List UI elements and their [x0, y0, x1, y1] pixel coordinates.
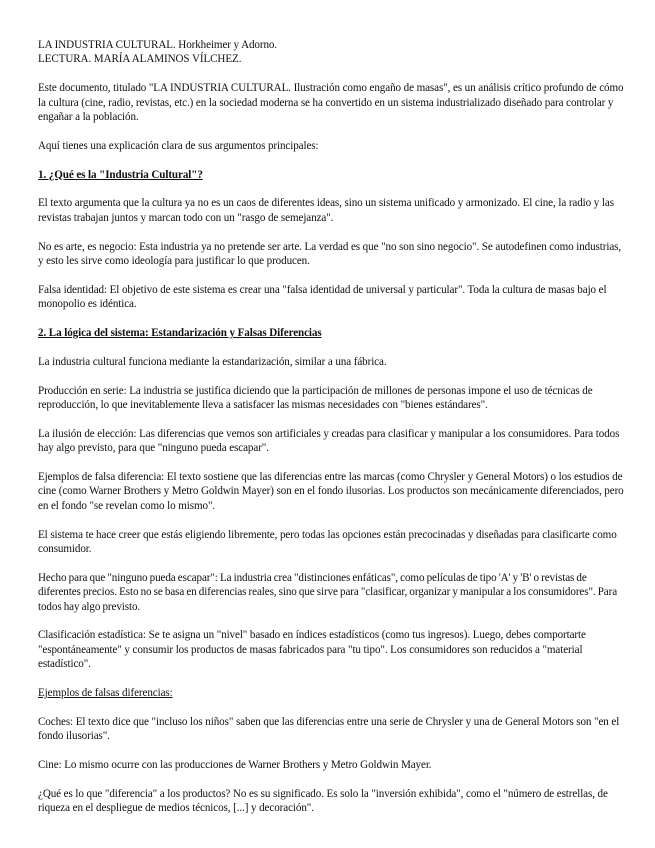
paragraph-statistical: Clasificación estadística: Se te asigna un "nivel" basado en índices estadísticos (como tus ingresos). Luego, debes comportarte "espontáneamente" y consumir los productos de masas fabricados para "tu tipo". Los consumidores son reducidos a "material estadístico". [38, 629, 586, 671]
paragraph-illusion-choice: La ilusión de elección: Las diferencias que vemos son artificiales y creadas para clasificar y manipular a los consumidores. Para todos hay algo previsto, para que "ninguno pueda escapar". [38, 427, 620, 455]
paragraph-false-difference: Ejemplos de falsa diferencia: El texto sostiene que las diferencias entre las marcas (como Chrysler y General Motors) o los estudios de cine (como Warner Brothers y Metro Goldwin Mayer) son en el fondo ilusorias. Los productos son mecánicamente diferenciados, pero en el fondo "se revelan como lo mismo". [38, 471, 624, 512]
paragraph-system-choice: El sistema te hace creer que estás eligiendo libremente, pero todas las opciones están precocinadas y diseñadas para clasificarte como consumidor. [38, 528, 617, 556]
section-heading-1: 1. ¿Qué es la "Industria Cultural"? [38, 168, 203, 181]
intro-paragraph: Este documento, titulado "LA INDUSTRIA CULTURAL. Ilustración como engaño de masas", es un análisis crítico profundo de cómo la cultura (cine, radio, revistas, etc.) en la sociedad moderna se ha convertido en un sistema industrializado diseñado para controlar y engañar a la población. [38, 82, 624, 124]
paragraph-unified-system: El texto argumenta que la cultura ya no es un caos de diferentes ideas, sino un sistema unificado y armonizado. El cine, la radio y las revistas trabajan juntos y marcan todo con un "rasgo de semejanza". [38, 197, 614, 224]
paragraph-not-art: No es arte, es negocio: Esta industria ya no pretende ser arte. La verdad es que "no son sino negocio". Se autodefinen como industrias, y esto les sirve como ideología para justificar lo que producen. [38, 240, 622, 268]
paragraph-what-differs: ¿Qué es lo que "diferencia" a los productos? No es su significado. Es solo la "inversión exhibida", como el "número de estrellas, de riqueza en el despliegue de medios técnicos, [...] y decoración". [38, 787, 608, 815]
paragraph-false-identity: Falsa identidad: El objetivo de este sistema es crear una "falsa identidad de universal y particular". Toda la cultura de masas bajo el monopolio es idéntica. [38, 283, 607, 311]
paragraph-cars: Coches: El texto dice que "incluso los niños" saben que las diferencias entre una serie de Chrysler y una de General Motors son "en el fondo ilusorias". [38, 715, 620, 743]
explanation-paragraph: Aquí tienes una explicación clara de sus argumentos principales: [38, 139, 319, 152]
header-author: LECTURA. MARÍA ALAMINOS VÍLCHEZ. [38, 53, 242, 66]
paragraph-mass-production: Producción en serie: La industria se justifica diciendo que la participación de millones de personas impone el uso de técnicas de reproducción, lo que inevitablemente lleva a satisfacer las mismas necesidades con "bienes estándares". [38, 384, 593, 412]
section-heading-2: 2. La lógica del sistema: Estandarización y Falsas Diferencias [38, 327, 322, 340]
paragraph-no-escape: Hecho para que "ninguno pueda escapar": La industria crea "distinciones enfáticas", como películas de tipo 'A' y 'B' o revistas de diferentes precios. Esto no se basa en diferencias reales, sino que sirve para "clasificar, organizar y manipular a los consumidores". Para todos hay algo previsto. [38, 571, 618, 613]
paragraph-cinema: Cine: Lo mismo ocurre con las producciones de Warner Brothers y Metro Goldwin Mayer. [38, 759, 432, 772]
section-heading-3: Ejemplos de falsas diferencias: [38, 687, 173, 700]
paragraph-standardization: La industria cultural funciona mediante la estandarización, similar a una fábrica. [38, 355, 387, 368]
header-title: LA INDUSTRIA CULTURAL. Horkheimer y Adorno. [38, 39, 278, 51]
